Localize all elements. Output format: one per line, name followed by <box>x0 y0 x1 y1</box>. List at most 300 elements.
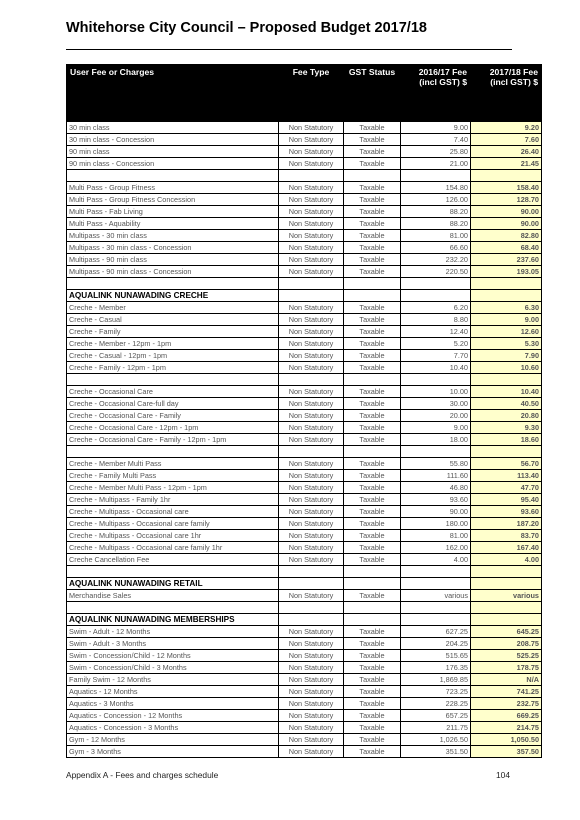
fee-2016-17-cell: 220.50 <box>401 266 471 278</box>
fee-type-cell: Non Statutory <box>279 218 344 230</box>
table-row <box>67 686 542 698</box>
fee-type-cell: Non Statutory <box>279 158 344 170</box>
fee-2016-17-cell: 111.60 <box>401 470 471 482</box>
table-header-row <box>67 65 542 122</box>
empty-cell <box>67 278 279 290</box>
fee-2017-18-cell: 40.50 <box>471 398 542 410</box>
empty-cell <box>401 614 471 626</box>
fee-2017-18-cell: 167.40 <box>471 542 542 554</box>
table-row <box>67 338 542 350</box>
table-row <box>67 590 542 602</box>
gst-status-cell: Taxable <box>344 518 401 530</box>
empty-cell <box>471 278 542 290</box>
fee-2016-17-cell: 180.00 <box>401 518 471 530</box>
fee-2017-18-cell: 128.70 <box>471 194 542 206</box>
table-row <box>67 134 542 146</box>
empty-cell <box>344 614 401 626</box>
empty-cell <box>401 602 471 614</box>
gst-status-cell: Taxable <box>344 590 401 602</box>
gst-status-cell: Taxable <box>344 686 401 698</box>
fee-name-cell: Creche - Multipass - Occasional care 1hr <box>67 530 279 542</box>
fee-name-cell: Family Swim - 12 Months <box>67 674 279 686</box>
fee-2016-17-cell: 18.00 <box>401 434 471 446</box>
fee-name-cell: Multi Pass - Aquability <box>67 218 279 230</box>
spacer-row <box>67 446 542 458</box>
spacer-row <box>67 278 542 290</box>
empty-cell <box>344 290 401 302</box>
fee-2016-17-cell: 55.80 <box>401 458 471 470</box>
gst-status-cell: Taxable <box>344 194 401 206</box>
empty-cell <box>401 374 471 386</box>
fee-name-cell: Creche - Family <box>67 326 279 338</box>
empty-cell <box>471 566 542 578</box>
empty-cell <box>279 446 344 458</box>
fee-name-cell: Creche - Multipass - Occasional care <box>67 506 279 518</box>
fee-2017-18-cell: 232.75 <box>471 698 542 710</box>
fee-2017-18-cell: 82.80 <box>471 230 542 242</box>
section-title: AQUALINK NUNAWADING RETAIL <box>67 578 279 590</box>
fee-name-cell: 90 min class <box>67 146 279 158</box>
fee-2017-18-cell: 4.00 <box>471 554 542 566</box>
empty-cell <box>344 278 401 290</box>
gst-status-cell: Taxable <box>344 134 401 146</box>
gst-status-cell: Taxable <box>344 254 401 266</box>
gst-status-cell: Taxable <box>344 338 401 350</box>
empty-cell <box>279 614 344 626</box>
fee-2016-17-cell: 351.50 <box>401 746 471 758</box>
fee-type-cell: Non Statutory <box>279 458 344 470</box>
table-row <box>67 158 542 170</box>
fee-2016-17-cell: 8.80 <box>401 314 471 326</box>
fee-type-cell: Non Statutory <box>279 506 344 518</box>
gst-status-cell: Taxable <box>344 698 401 710</box>
fee-name-cell: Swim - Adult - 3 Months <box>67 638 279 650</box>
gst-status-cell: Taxable <box>344 494 401 506</box>
fee-type-cell: Non Statutory <box>279 134 344 146</box>
fee-type-cell: Non Statutory <box>279 194 344 206</box>
spacer-row <box>67 566 542 578</box>
gst-status-cell: Taxable <box>344 638 401 650</box>
fee-2016-17-cell: 10.00 <box>401 386 471 398</box>
gst-status-cell: Taxable <box>344 482 401 494</box>
empty-cell <box>401 578 471 590</box>
fee-name-cell: Creche - Multipass - Occasional care family 1hr <box>67 542 279 554</box>
table-row <box>67 362 542 374</box>
empty-cell <box>67 374 279 386</box>
gst-status-cell: Taxable <box>344 530 401 542</box>
empty-cell <box>67 446 279 458</box>
table-row <box>67 254 542 266</box>
gst-status-cell: Taxable <box>344 746 401 758</box>
fee-2016-17-cell: 4.00 <box>401 554 471 566</box>
fee-2016-17-cell: 93.60 <box>401 494 471 506</box>
fee-type-cell: Non Statutory <box>279 518 344 530</box>
fee-2016-17-cell: 90.00 <box>401 506 471 518</box>
fee-name-cell: Aquatics - Concession - 3 Months <box>67 722 279 734</box>
fee-2017-18-cell: 5.30 <box>471 338 542 350</box>
fee-2017-18-cell: 26.40 <box>471 146 542 158</box>
fee-name-cell: Multi Pass - Fab Living <box>67 206 279 218</box>
fee-name-cell: Aquatics - Concession - 12 Months <box>67 710 279 722</box>
empty-cell <box>279 602 344 614</box>
fee-2017-18-cell: various <box>471 590 542 602</box>
fee-name-cell: Aquatics - 12 Months <box>67 686 279 698</box>
table-row <box>67 542 542 554</box>
table-row <box>67 434 542 446</box>
gst-status-cell: Taxable <box>344 422 401 434</box>
empty-cell <box>279 566 344 578</box>
fee-name-cell: Creche - Occasional Care <box>67 386 279 398</box>
header-fee-2017-18: 2017/18 Fee (incl GST) $ <box>471 65 542 122</box>
table-row <box>67 314 542 326</box>
empty-cell <box>401 278 471 290</box>
table-row <box>67 326 542 338</box>
fee-name-cell: Creche - Occasional Care - Family - 12pm - 1pm <box>67 434 279 446</box>
fee-2017-18-cell: 10.40 <box>471 386 542 398</box>
fee-name-cell: Multipass - 30 min class <box>67 230 279 242</box>
fee-type-cell: Non Statutory <box>279 722 344 734</box>
fee-type-cell: Non Statutory <box>279 530 344 542</box>
fee-2017-18-cell: 6.30 <box>471 302 542 314</box>
table-row <box>67 518 542 530</box>
gst-status-cell: Taxable <box>344 122 401 134</box>
fee-type-cell: Non Statutory <box>279 734 344 746</box>
fee-type-cell: Non Statutory <box>279 242 344 254</box>
fee-2017-18-cell: 90.00 <box>471 206 542 218</box>
fee-2017-18-cell: 93.60 <box>471 506 542 518</box>
fee-2016-17-cell: 88.20 <box>401 218 471 230</box>
fee-type-cell: Non Statutory <box>279 350 344 362</box>
gst-status-cell: Taxable <box>344 650 401 662</box>
fee-2017-18-cell: 18.60 <box>471 434 542 446</box>
empty-cell <box>471 170 542 182</box>
fee-type-cell: Non Statutory <box>279 362 344 374</box>
empty-cell <box>279 278 344 290</box>
fee-2017-18-cell: 525.25 <box>471 650 542 662</box>
fee-2016-17-cell: 627.25 <box>401 626 471 638</box>
fee-name-cell: Creche - Casual <box>67 314 279 326</box>
fee-2016-17-cell: 162.00 <box>401 542 471 554</box>
fee-2017-18-cell: 214.75 <box>471 722 542 734</box>
empty-cell <box>471 602 542 614</box>
fee-type-cell: Non Statutory <box>279 494 344 506</box>
fee-2016-17-cell: 30.00 <box>401 398 471 410</box>
gst-status-cell: Taxable <box>344 266 401 278</box>
empty-cell <box>279 578 344 590</box>
fee-2016-17-cell: 154.80 <box>401 182 471 194</box>
fee-type-cell: Non Statutory <box>279 662 344 674</box>
fee-2017-18-cell: N/A <box>471 674 542 686</box>
fee-name-cell: Creche - Member - 12pm - 1pm <box>67 338 279 350</box>
table-row <box>67 746 542 758</box>
fee-type-cell: Non Statutory <box>279 386 344 398</box>
fee-2017-18-cell: 56.70 <box>471 458 542 470</box>
fee-2017-18-cell: 21.45 <box>471 158 542 170</box>
fee-2016-17-cell: 7.40 <box>401 134 471 146</box>
fee-type-cell: Non Statutory <box>279 410 344 422</box>
empty-cell <box>471 614 542 626</box>
fee-type-cell: Non Statutory <box>279 590 344 602</box>
table-row <box>67 350 542 362</box>
gst-status-cell: Taxable <box>344 398 401 410</box>
fee-name-cell: Creche - Occasional Care-full day <box>67 398 279 410</box>
fee-2016-17-cell: 211.75 <box>401 722 471 734</box>
table-row <box>67 242 542 254</box>
fee-2017-18-cell: 645.25 <box>471 626 542 638</box>
gst-status-cell: Taxable <box>344 326 401 338</box>
header-fee-2016-17: 2016/17 Fee (incl GST) $ <box>401 65 471 122</box>
fee-2017-18-cell: 7.90 <box>471 350 542 362</box>
fee-type-cell: Non Statutory <box>279 314 344 326</box>
table-row <box>67 302 542 314</box>
fee-2016-17-cell: 81.00 <box>401 230 471 242</box>
fee-name-cell: Multi Pass - Group Fitness <box>67 182 279 194</box>
fee-2016-17-cell: 21.00 <box>401 158 471 170</box>
empty-cell <box>344 566 401 578</box>
fee-2016-17-cell: 25.80 <box>401 146 471 158</box>
fee-2017-18-cell: 1,050.50 <box>471 734 542 746</box>
empty-cell <box>471 290 542 302</box>
table-row <box>67 506 542 518</box>
table-row <box>67 650 542 662</box>
empty-cell <box>279 374 344 386</box>
gst-status-cell: Taxable <box>344 362 401 374</box>
fee-2017-18-cell: 208.75 <box>471 638 542 650</box>
table-row <box>67 146 542 158</box>
gst-status-cell: Taxable <box>344 158 401 170</box>
table-row <box>67 494 542 506</box>
fee-type-cell: Non Statutory <box>279 710 344 722</box>
gst-status-cell: Taxable <box>344 206 401 218</box>
fee-2016-17-cell: 204.25 <box>401 638 471 650</box>
table-row <box>67 722 542 734</box>
section-title: AQUALINK NUNAWADING CRECHE <box>67 290 279 302</box>
fee-name-cell: Creche - Casual - 12pm - 1pm <box>67 350 279 362</box>
fee-name-cell: Swim - Adult - 12 Months <box>67 626 279 638</box>
fee-2016-17-cell: 46.80 <box>401 482 471 494</box>
fee-name-cell: Multipass - 30 min class - Concession <box>67 242 279 254</box>
table-row <box>67 674 542 686</box>
fees-table <box>66 64 542 758</box>
fee-type-cell: Non Statutory <box>279 230 344 242</box>
fee-name-cell: 90 min class - Concession <box>67 158 279 170</box>
gst-status-cell: Taxable <box>344 230 401 242</box>
spacer-row <box>67 602 542 614</box>
gst-status-cell: Taxable <box>344 506 401 518</box>
gst-status-cell: Taxable <box>344 182 401 194</box>
fee-2017-18-cell: 9.00 <box>471 314 542 326</box>
header-gst-status: GST Status <box>344 65 401 122</box>
gst-status-cell: Taxable <box>344 662 401 674</box>
empty-cell <box>401 290 471 302</box>
table-row <box>67 122 542 134</box>
fee-type-cell: Non Statutory <box>279 638 344 650</box>
fee-2017-18-cell: 10.60 <box>471 362 542 374</box>
fee-type-cell: Non Statutory <box>279 182 344 194</box>
gst-status-cell: Taxable <box>344 458 401 470</box>
empty-cell <box>344 446 401 458</box>
fee-type-cell: Non Statutory <box>279 206 344 218</box>
fee-type-cell: Non Statutory <box>279 650 344 662</box>
fee-2017-18-cell: 9.30 <box>471 422 542 434</box>
gst-status-cell: Taxable <box>344 710 401 722</box>
empty-cell <box>401 566 471 578</box>
table-row <box>67 386 542 398</box>
fee-2016-17-cell: 515.65 <box>401 650 471 662</box>
fee-2016-17-cell: 12.40 <box>401 326 471 338</box>
fee-type-cell: Non Statutory <box>279 542 344 554</box>
fee-2017-18-cell: 158.40 <box>471 182 542 194</box>
gst-status-cell: Taxable <box>344 434 401 446</box>
fee-2016-17-cell: 1,869.85 <box>401 674 471 686</box>
fee-2017-18-cell: 9.20 <box>471 122 542 134</box>
gst-status-cell: Taxable <box>344 626 401 638</box>
table-row <box>67 530 542 542</box>
fee-type-cell: Non Statutory <box>279 686 344 698</box>
gst-status-cell: Taxable <box>344 722 401 734</box>
empty-cell <box>471 578 542 590</box>
fee-name-cell: Merchandise Sales <box>67 590 279 602</box>
fee-name-cell: Gym - 12 Months <box>67 734 279 746</box>
table-row <box>67 734 542 746</box>
title-divider <box>66 49 512 50</box>
fee-name-cell: Multipass - 90 min class - Concession <box>67 266 279 278</box>
fee-type-cell: Non Statutory <box>279 470 344 482</box>
fee-2017-18-cell: 90.00 <box>471 218 542 230</box>
empty-cell <box>471 446 542 458</box>
fee-2016-17-cell: 66.60 <box>401 242 471 254</box>
fee-2017-18-cell: 357.50 <box>471 746 542 758</box>
page-number: 104 <box>496 770 510 780</box>
fee-2017-18-cell: 187.20 <box>471 518 542 530</box>
fee-2017-18-cell: 68.40 <box>471 242 542 254</box>
fee-name-cell: Creche - Occasional Care - 12pm - 1pm <box>67 422 279 434</box>
fee-name-cell: Creche - Multipass - Family 1hr <box>67 494 279 506</box>
fee-2016-17-cell: 126.00 <box>401 194 471 206</box>
fee-2017-18-cell: 741.25 <box>471 686 542 698</box>
fee-2016-17-cell: 7.70 <box>401 350 471 362</box>
table-row <box>67 638 542 650</box>
fee-type-cell: Non Statutory <box>279 434 344 446</box>
fee-type-cell: Non Statutory <box>279 146 344 158</box>
fee-2016-17-cell: various <box>401 590 471 602</box>
section-header-row <box>67 290 542 302</box>
spacer-row <box>67 170 542 182</box>
table-row <box>67 698 542 710</box>
table-row <box>67 662 542 674</box>
fee-type-cell: Non Statutory <box>279 254 344 266</box>
fee-2016-17-cell: 176.35 <box>401 662 471 674</box>
fee-name-cell: Creche - Multipass - Occasional care family <box>67 518 279 530</box>
table-row <box>67 470 542 482</box>
header-user-fee: User Fee or Charges <box>67 65 279 122</box>
fee-2016-17-cell: 228.25 <box>401 698 471 710</box>
section-header-row <box>67 578 542 590</box>
fee-name-cell: Creche - Member Multi Pass <box>67 458 279 470</box>
fee-name-cell: Gym - 3 Months <box>67 746 279 758</box>
page-title: Whitehorse City Council – Proposed Budget 2017/18 <box>66 20 427 36</box>
fee-2017-18-cell: 193.05 <box>471 266 542 278</box>
fee-2016-17-cell: 9.00 <box>401 422 471 434</box>
spacer-row <box>67 374 542 386</box>
fee-2016-17-cell: 1,026.50 <box>401 734 471 746</box>
fee-type-cell: Non Statutory <box>279 422 344 434</box>
table-row <box>67 398 542 410</box>
fee-2017-18-cell: 7.60 <box>471 134 542 146</box>
fee-name-cell: Aquatics - 3 Months <box>67 698 279 710</box>
table-row <box>67 182 542 194</box>
fee-type-cell: Non Statutory <box>279 698 344 710</box>
fee-name-cell: Creche - Occasional Care - Family <box>67 410 279 422</box>
empty-cell <box>344 374 401 386</box>
fee-type-cell: Non Statutory <box>279 338 344 350</box>
table-row <box>67 422 542 434</box>
empty-cell <box>344 602 401 614</box>
gst-status-cell: Taxable <box>344 350 401 362</box>
fee-2017-18-cell: 113.40 <box>471 470 542 482</box>
fee-name-cell: Creche Cancellation Fee <box>67 554 279 566</box>
fee-2017-18-cell: 47.70 <box>471 482 542 494</box>
gst-status-cell: Taxable <box>344 470 401 482</box>
empty-cell <box>67 566 279 578</box>
fee-2016-17-cell: 723.25 <box>401 686 471 698</box>
fee-name-cell: Swim - Concession/Child - 3 Months <box>67 662 279 674</box>
empty-cell <box>279 170 344 182</box>
table-row <box>67 206 542 218</box>
fee-2016-17-cell: 81.00 <box>401 530 471 542</box>
fee-2017-18-cell: 178.75 <box>471 662 542 674</box>
table-row <box>67 710 542 722</box>
gst-status-cell: Taxable <box>344 542 401 554</box>
gst-status-cell: Taxable <box>344 218 401 230</box>
fee-2017-18-cell: 20.80 <box>471 410 542 422</box>
fee-type-cell: Non Statutory <box>279 482 344 494</box>
gst-status-cell: Taxable <box>344 314 401 326</box>
gst-status-cell: Taxable <box>344 554 401 566</box>
fee-2016-17-cell: 657.25 <box>401 710 471 722</box>
table-row <box>67 410 542 422</box>
fee-type-cell: Non Statutory <box>279 674 344 686</box>
fee-type-cell: Non Statutory <box>279 746 344 758</box>
fees-table-body <box>67 122 542 758</box>
gst-status-cell: Taxable <box>344 734 401 746</box>
fee-type-cell: Non Statutory <box>279 626 344 638</box>
fee-type-cell: Non Statutory <box>279 554 344 566</box>
fee-2017-18-cell: 83.70 <box>471 530 542 542</box>
fee-name-cell: Creche - Member Multi Pass - 12pm - 1pm <box>67 482 279 494</box>
fee-2016-17-cell: 5.20 <box>401 338 471 350</box>
empty-cell <box>471 374 542 386</box>
fee-name-cell: Swim - Concession/Child - 12 Months <box>67 650 279 662</box>
fee-name-cell: Multi Pass - Group Fitness Concession <box>67 194 279 206</box>
empty-cell <box>344 170 401 182</box>
fee-2017-18-cell: 95.40 <box>471 494 542 506</box>
empty-cell <box>401 170 471 182</box>
gst-status-cell: Taxable <box>344 674 401 686</box>
fee-name-cell: 30 min class <box>67 122 279 134</box>
fee-name-cell: Creche - Family Multi Pass <box>67 470 279 482</box>
fee-2017-18-cell: 237.60 <box>471 254 542 266</box>
fee-2017-18-cell: 669.25 <box>471 710 542 722</box>
table-row <box>67 482 542 494</box>
fee-2016-17-cell: 6.20 <box>401 302 471 314</box>
table-row <box>67 458 542 470</box>
empty-cell <box>401 446 471 458</box>
gst-status-cell: Taxable <box>344 146 401 158</box>
fee-name-cell: 30 min class - Concession <box>67 134 279 146</box>
fee-name-cell: Creche - Member <box>67 302 279 314</box>
header-fee-type: Fee Type <box>279 65 344 122</box>
